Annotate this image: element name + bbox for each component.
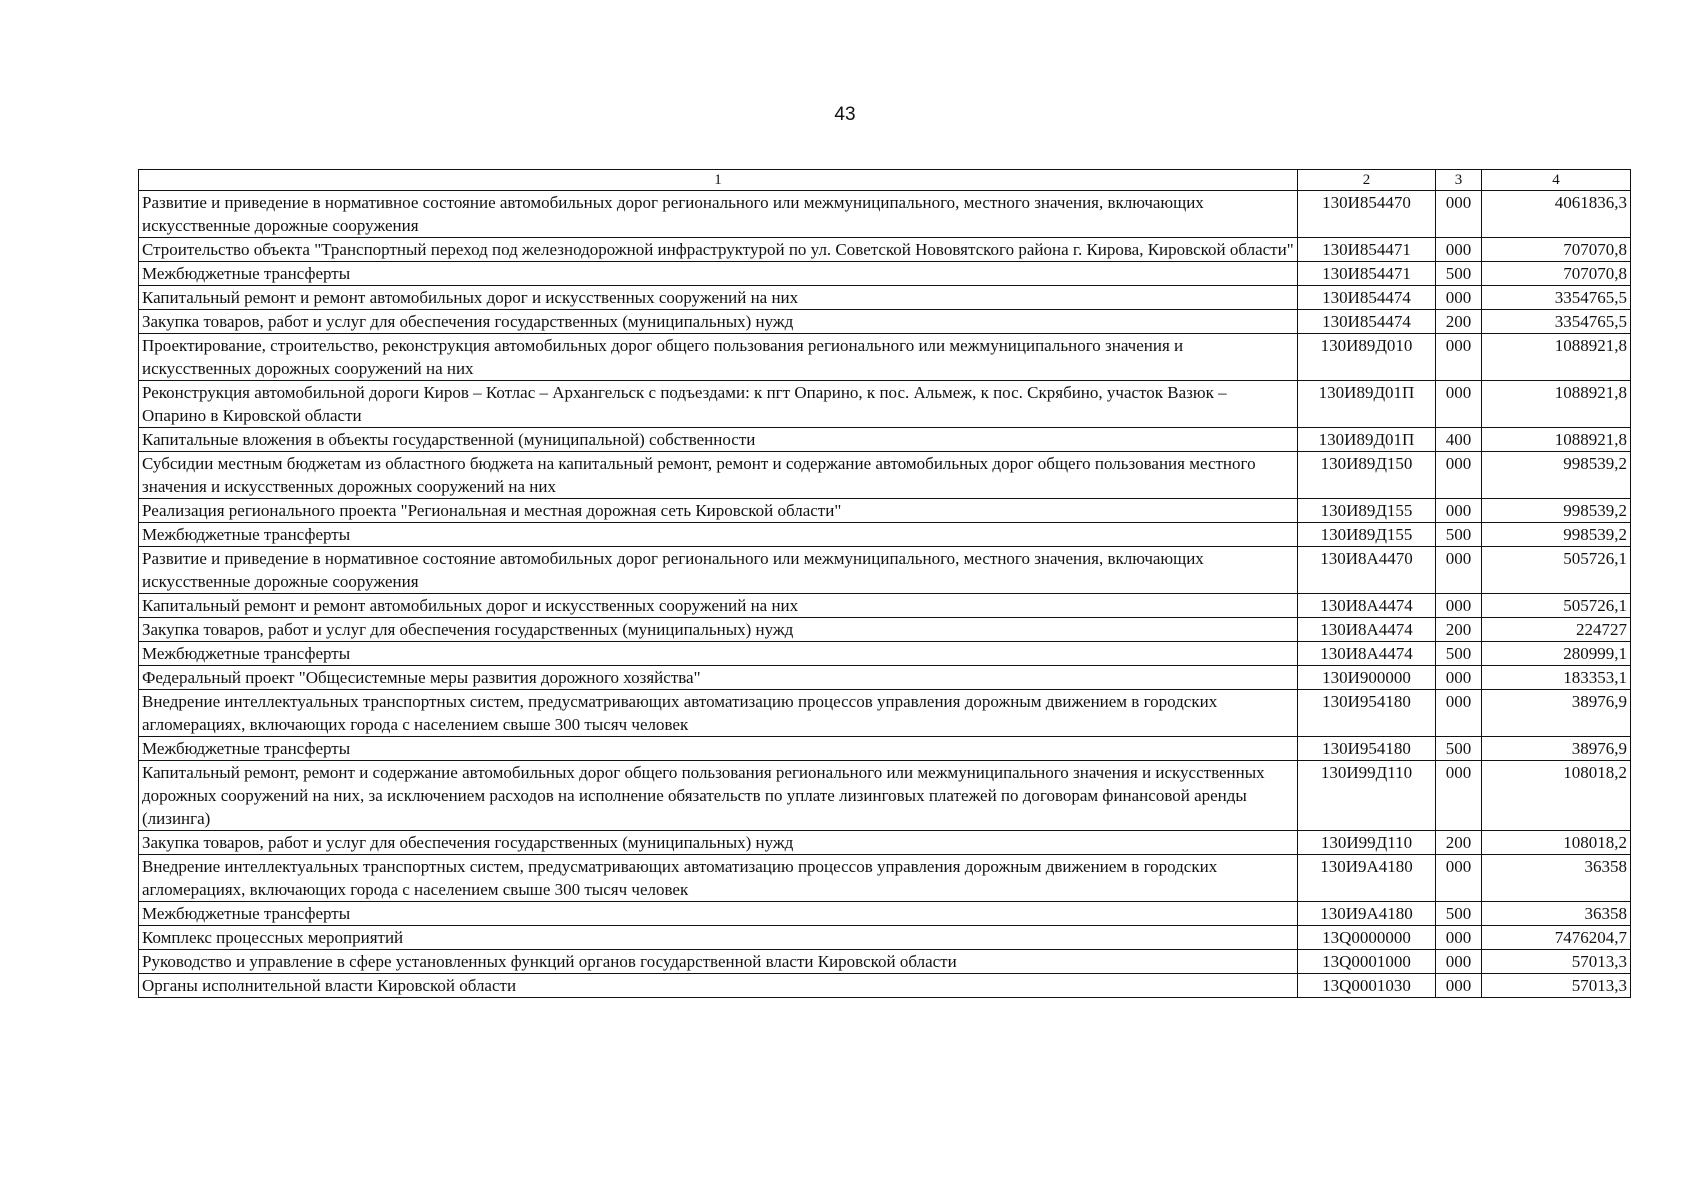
expense-name-cell: Руководство и управление в сфере установленных функций органов государственной власти Кировской области bbox=[139, 950, 1298, 974]
amount-cell: 57013,3 bbox=[1482, 974, 1631, 998]
amount-cell: 36358 bbox=[1482, 902, 1631, 926]
expense-name-cell: Капитальный ремонт и ремонт автомобильных дорог и искусственных сооружений на них bbox=[139, 594, 1298, 618]
table-row bbox=[139, 428, 1631, 452]
table-row bbox=[139, 902, 1631, 926]
expense-type-cell: 500 bbox=[1436, 642, 1482, 666]
expense-name-cell: Реализация регионального проекта "Региональная и местная дорожная сеть Кировской области" bbox=[139, 499, 1298, 523]
amount-cell: 998539,2 bbox=[1482, 523, 1631, 547]
target-article-code-cell: 130И9А4180 bbox=[1298, 855, 1436, 902]
table-row bbox=[139, 666, 1631, 690]
target-article-code-cell: 130И854474 bbox=[1298, 310, 1436, 334]
expense-name-cell: Строительство объекта "Транспортный переход под железнодорожной инфраструктурой по ул. Советской Нововятского района г. Кирова, Кировской области" bbox=[139, 238, 1298, 262]
expense-name-cell: Развитие и приведение в нормативное состояние автомобильных дорог регионального или межмуниципального, местного значения, включающих искусственные дорожные сооружения bbox=[139, 547, 1298, 594]
expense-name-cell: Внедрение интеллектуальных транспортных систем, предусматривающих автоматизацию процессов управления дорожным движением в городских агломерациях, включающих города с населением свыше 300 тысяч человек bbox=[139, 855, 1298, 902]
expense-name-cell: Реконструкция автомобильной дороги Киров – Котлас – Архангельск с подъездами: к пгт Опарино, к пос. Альмеж, к пос. Скрябино, участок Вазюк – Опарино в Кировской области bbox=[139, 381, 1298, 428]
table-body bbox=[139, 191, 1631, 998]
expense-type-cell: 500 bbox=[1436, 902, 1482, 926]
header-col-3: 3 bbox=[1436, 170, 1482, 191]
amount-cell: 224727 bbox=[1482, 618, 1631, 642]
target-article-code-cell: 13Q0001000 bbox=[1298, 950, 1436, 974]
expense-name-cell: Закупка товаров, работ и услуг для обеспечения государственных (муниципальных) нужд bbox=[139, 310, 1298, 334]
expense-name-cell: Органы исполнительной власти Кировской области bbox=[139, 974, 1298, 998]
table-row bbox=[139, 690, 1631, 737]
expense-name-cell: Федеральный проект "Общесистемные меры развития дорожного хозяйства" bbox=[139, 666, 1298, 690]
expense-name-cell: Межбюджетные трансферты bbox=[139, 642, 1298, 666]
target-article-code-cell: 130И8А4474 bbox=[1298, 642, 1436, 666]
table-row bbox=[139, 238, 1631, 262]
expense-type-cell: 000 bbox=[1436, 499, 1482, 523]
header-col-4: 4 bbox=[1482, 170, 1631, 191]
target-article-code-cell: 130И99Д110 bbox=[1298, 831, 1436, 855]
amount-cell: 1088921,8 bbox=[1482, 428, 1631, 452]
amount-cell: 108018,2 bbox=[1482, 831, 1631, 855]
target-article-code-cell: 130И89Д01П bbox=[1298, 381, 1436, 428]
expense-name-cell: Капитальные вложения в объекты государственной (муниципальной) собственности bbox=[139, 428, 1298, 452]
expense-name-cell: Внедрение интеллектуальных транспортных систем, предусматривающих автоматизацию процессов управления дорожным движением в городских агломерациях, включающих города с населением свыше 300 тысяч человек bbox=[139, 690, 1298, 737]
target-article-code-cell: 130И89Д01П bbox=[1298, 428, 1436, 452]
expense-name-cell: Комплекс процессных мероприятий bbox=[139, 926, 1298, 950]
target-article-code-cell: 130И89Д155 bbox=[1298, 523, 1436, 547]
table-row bbox=[139, 381, 1631, 428]
amount-cell: 36358 bbox=[1482, 855, 1631, 902]
amount-cell: 183353,1 bbox=[1482, 666, 1631, 690]
target-article-code-cell: 130И99Д110 bbox=[1298, 761, 1436, 831]
amount-cell: 1088921,8 bbox=[1482, 334, 1631, 381]
expense-name-cell: Межбюджетные трансферты bbox=[139, 902, 1298, 926]
amount-cell: 38976,9 bbox=[1482, 690, 1631, 737]
expense-type-cell: 000 bbox=[1436, 974, 1482, 998]
expense-name-cell: Межбюджетные трансферты bbox=[139, 262, 1298, 286]
amount-cell: 3354765,5 bbox=[1482, 286, 1631, 310]
table-row bbox=[139, 286, 1631, 310]
target-article-code-cell: 130И89Д150 bbox=[1298, 452, 1436, 499]
table-row bbox=[139, 310, 1631, 334]
expense-type-cell: 000 bbox=[1436, 286, 1482, 310]
expense-type-cell: 000 bbox=[1436, 690, 1482, 737]
table-row bbox=[139, 831, 1631, 855]
expense-name-cell: Капитальный ремонт, ремонт и содержание автомобильных дорог общего пользования регионального или межмуниципального значения и искусственных дорожных сооружений на них, за исключением расходов на исполнение обязательств по уплате лизинговых платежей по договорам финансовой аренды (лизинга) bbox=[139, 761, 1298, 831]
expense-type-cell: 000 bbox=[1436, 666, 1482, 690]
table-header-row bbox=[139, 170, 1631, 191]
expense-type-cell: 200 bbox=[1436, 618, 1482, 642]
amount-cell: 57013,3 bbox=[1482, 950, 1631, 974]
table-row bbox=[139, 642, 1631, 666]
expense-type-cell: 000 bbox=[1436, 950, 1482, 974]
table-row bbox=[139, 523, 1631, 547]
table-row bbox=[139, 191, 1631, 238]
table-row bbox=[139, 950, 1631, 974]
target-article-code-cell: 130И8А4470 bbox=[1298, 547, 1436, 594]
expense-type-cell: 000 bbox=[1436, 926, 1482, 950]
amount-cell: 505726,1 bbox=[1482, 594, 1631, 618]
target-article-code-cell: 130И8А4474 bbox=[1298, 618, 1436, 642]
target-article-code-cell: 130И954180 bbox=[1298, 737, 1436, 761]
expense-type-cell: 200 bbox=[1436, 831, 1482, 855]
table-row bbox=[139, 334, 1631, 381]
expense-type-cell: 000 bbox=[1436, 381, 1482, 428]
amount-cell: 38976,9 bbox=[1482, 737, 1631, 761]
header-col-2: 2 bbox=[1298, 170, 1436, 191]
expense-type-cell: 000 bbox=[1436, 547, 1482, 594]
target-article-code-cell: 130И854470 bbox=[1298, 191, 1436, 238]
target-article-code-cell: 130И8А4474 bbox=[1298, 594, 1436, 618]
table-row bbox=[139, 618, 1631, 642]
target-article-code-cell: 13Q0001030 bbox=[1298, 974, 1436, 998]
table-row bbox=[139, 974, 1631, 998]
budget-table bbox=[138, 169, 1631, 998]
expense-type-cell: 200 bbox=[1436, 310, 1482, 334]
table-row bbox=[139, 926, 1631, 950]
target-article-code-cell: 130И9А4180 bbox=[1298, 902, 1436, 926]
table-row bbox=[139, 547, 1631, 594]
amount-cell: 707070,8 bbox=[1482, 262, 1631, 286]
amount-cell: 505726,1 bbox=[1482, 547, 1631, 594]
expense-type-cell: 000 bbox=[1436, 761, 1482, 831]
table-row bbox=[139, 452, 1631, 499]
target-article-code-cell: 130И900000 bbox=[1298, 666, 1436, 690]
expense-name-cell: Проектирование, строительство, реконструкция автомобильных дорог общего пользования регионального или межмуниципального значения и искусственных дорожных сооружений на них bbox=[139, 334, 1298, 381]
table-row bbox=[139, 855, 1631, 902]
amount-cell: 7476204,7 bbox=[1482, 926, 1631, 950]
expense-type-cell: 000 bbox=[1436, 238, 1482, 262]
target-article-code-cell: 130И854474 bbox=[1298, 286, 1436, 310]
expense-name-cell: Капитальный ремонт и ремонт автомобильных дорог и искусственных сооружений на них bbox=[139, 286, 1298, 310]
expense-type-cell: 000 bbox=[1436, 191, 1482, 238]
expense-type-cell: 000 bbox=[1436, 594, 1482, 618]
table-row bbox=[139, 262, 1631, 286]
expense-type-cell: 500 bbox=[1436, 737, 1482, 761]
expense-name-cell: Межбюджетные трансферты bbox=[139, 737, 1298, 761]
expense-type-cell: 400 bbox=[1436, 428, 1482, 452]
amount-cell: 707070,8 bbox=[1482, 238, 1631, 262]
target-article-code-cell: 130И854471 bbox=[1298, 262, 1436, 286]
expense-name-cell: Закупка товаров, работ и услуг для обеспечения государственных (муниципальных) нужд bbox=[139, 831, 1298, 855]
target-article-code-cell: 130И89Д010 bbox=[1298, 334, 1436, 381]
amount-cell: 280999,1 bbox=[1482, 642, 1631, 666]
expense-type-cell: 500 bbox=[1436, 523, 1482, 547]
expense-name-cell: Субсидии местным бюджетам из областного бюджета на капитальный ремонт, ремонт и содержание автомобильных дорог общего пользования местного значения и искусственных дорожных сооружений на них bbox=[139, 452, 1298, 499]
expense-type-cell: 000 bbox=[1436, 334, 1482, 381]
page-number: 43 bbox=[834, 104, 856, 125]
expense-type-cell: 000 bbox=[1436, 855, 1482, 902]
amount-cell: 1088921,8 bbox=[1482, 381, 1631, 428]
amount-cell: 998539,2 bbox=[1482, 499, 1631, 523]
target-article-code-cell: 130И89Д155 bbox=[1298, 499, 1436, 523]
expense-type-cell: 500 bbox=[1436, 262, 1482, 286]
expense-name-cell: Межбюджетные трансферты bbox=[139, 523, 1298, 547]
amount-cell: 998539,2 bbox=[1482, 452, 1631, 499]
header-col-1: 1 bbox=[139, 170, 1298, 191]
expense-name-cell: Закупка товаров, работ и услуг для обеспечения государственных (муниципальных) нужд bbox=[139, 618, 1298, 642]
amount-cell: 4061836,3 bbox=[1482, 191, 1631, 238]
table-row bbox=[139, 594, 1631, 618]
expense-type-cell: 000 bbox=[1436, 452, 1482, 499]
amount-cell: 3354765,5 bbox=[1482, 310, 1631, 334]
amount-cell: 108018,2 bbox=[1482, 761, 1631, 831]
table-row bbox=[139, 499, 1631, 523]
table-row bbox=[139, 761, 1631, 831]
table-row bbox=[139, 737, 1631, 761]
target-article-code-cell: 130И854471 bbox=[1298, 238, 1436, 262]
target-article-code-cell: 130И954180 bbox=[1298, 690, 1436, 737]
expense-name-cell: Развитие и приведение в нормативное состояние автомобильных дорог регионального или межмуниципального, местного значения, включающих искусственные дорожные сооружения bbox=[139, 191, 1298, 238]
target-article-code-cell: 13Q0000000 bbox=[1298, 926, 1436, 950]
